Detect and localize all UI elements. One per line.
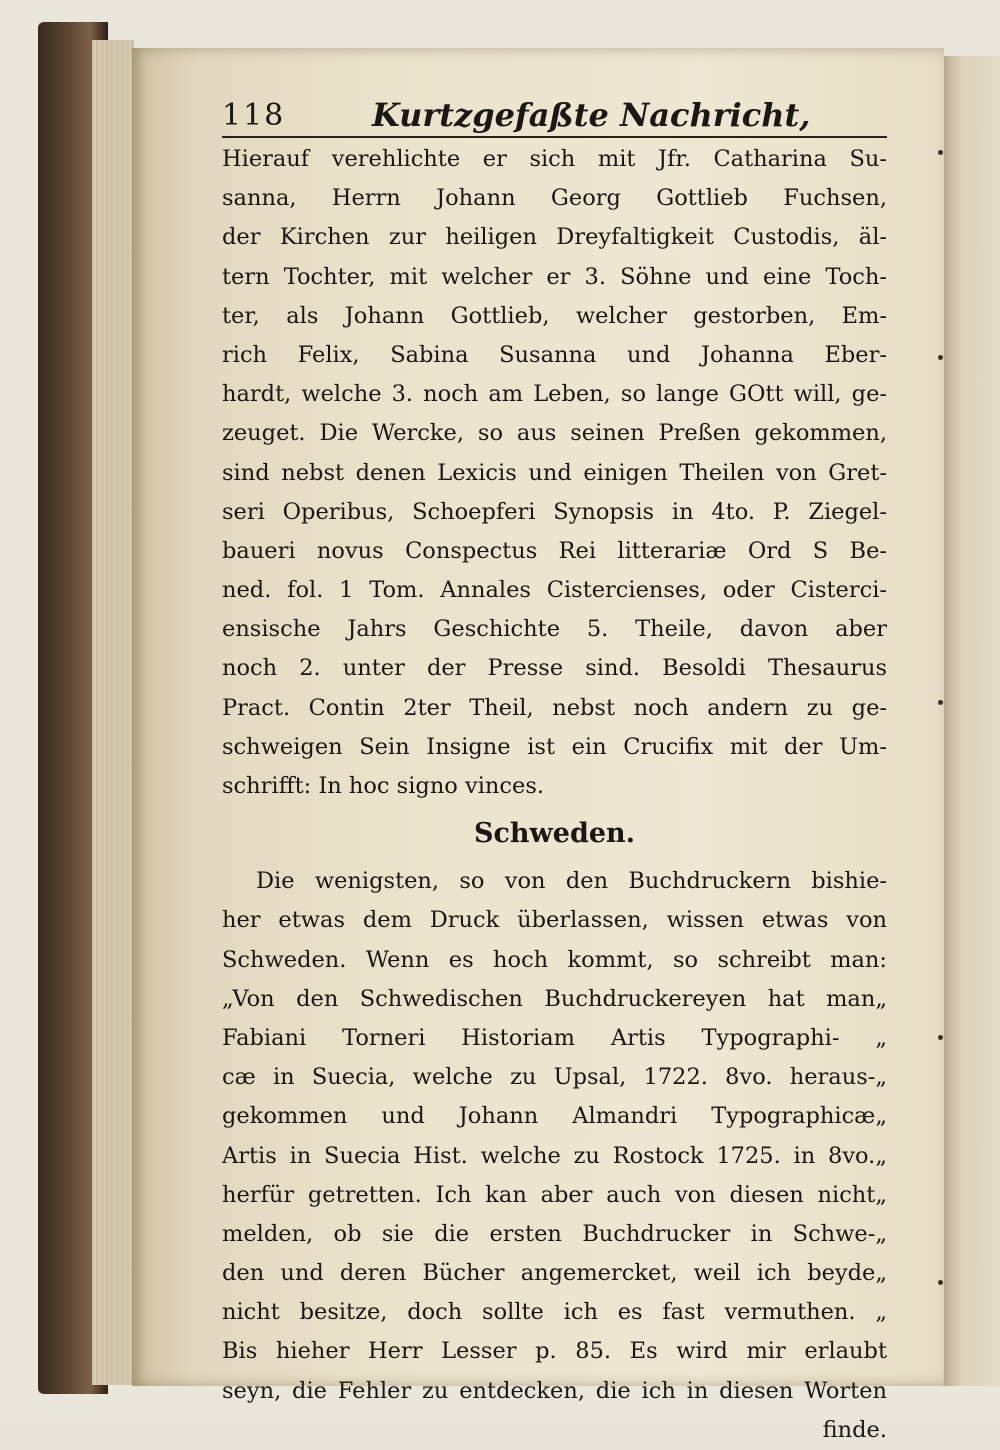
page-header (222, 92, 887, 138)
page-stack-edge (92, 40, 134, 1385)
text-line: nicht besitze, doch sollte ich es fast vermuthen. „ (222, 1299, 887, 1326)
text-line: „Von den Schwedischen Buchdruckereyen hat man„ (222, 985, 887, 1012)
catchword: finde. (822, 1416, 887, 1443)
text-line: rich Felix, Sabina Susanna und Johanna Eber- (222, 341, 887, 368)
text-line: ter, als Johann Gottlieb, welcher gestorben, Em- (222, 302, 887, 329)
paragraph-1 (222, 140, 887, 806)
text-line: Pract. Contin 2ter Theil, nebst noch andern zu ge- (222, 694, 887, 721)
text-line: der Kirchen zur heiligen Dreyfaltigkeit Custodis, äl- (222, 224, 887, 251)
text-line: Fabiani Torneri Historiam Artis Typographi- „ (222, 1024, 887, 1051)
text-line: sind nebst denen Lexicis und einigen Theilen von Gret- (222, 459, 887, 486)
text-line: gekommen und Johann Almandri Typographicæ„ (222, 1103, 887, 1130)
binding-stitch (938, 1035, 943, 1040)
text-line: seri Operibus, Schoepferi Synopsis in 4to. P. Ziegel- (222, 498, 887, 525)
text-line: seyn, die Fehler zu entdecken, die ich in diesen Worten (222, 1377, 887, 1404)
binding-stitch (938, 700, 943, 705)
binding-stitch (938, 355, 943, 360)
text-line: Hierauf verehlichte er sich mit Jfr. Catharina Su- (222, 146, 887, 172)
body-text (222, 140, 887, 1450)
running-title: Kurtzgefaßte Nachricht, (372, 96, 811, 134)
text-line: hardt, welche 3. noch am Leben, so lange GOtt will, ge- (222, 381, 887, 408)
text-line: ned. fol. 1 Tom. Annales Cistercienses, oder Cisterci- (222, 577, 887, 604)
text-line: schrifft: In hoc signo vinces. (222, 773, 545, 799)
text-line: baueri novus Conspectus Rei litterariæ Ord S Be- (222, 537, 887, 564)
binding-stitch (938, 1280, 943, 1285)
text-line: herfür getretten. Ich kan aber auch von diesen nicht„ (222, 1181, 887, 1208)
text-line: Schweden. Wenn es hoch kommt, so schreibt man: (222, 946, 887, 973)
text-line: tern Tochter, mit welcher er 3. Söhne und eine Toch- (222, 263, 887, 290)
page-number: 118 (222, 98, 286, 133)
text-line: Die wenigsten, so von den Buchdruckern bishie- (256, 868, 887, 895)
binding-stitch (938, 150, 943, 155)
text-line: Artis in Suecia Hist. welche zu Rostock 1725. in 8vo.„ (222, 1142, 887, 1169)
text-line: cæ in Suecia, welche zu Upsal, 1722. 8vo. heraus-„ (222, 1064, 887, 1091)
text-line: schweigen Sein Insigne ist ein Crucifix mit der Um- (222, 733, 887, 760)
paragraph-2 (222, 862, 887, 1411)
text-line: zeuget. Die Wercke, so aus seinen Preßen gekommen, (222, 420, 887, 447)
section-heading: Schweden. (473, 818, 636, 850)
text-line: melden, ob sie die ersten Buchdrucker in Schwe-„ (222, 1220, 887, 1247)
text-line: sanna, Herrn Johann Georg Gottlieb Fuchsen, (222, 185, 887, 212)
text-line: her etwas dem Druck überlassen, wissen etwas von (222, 907, 887, 934)
text-line: Bis hieher Herr Lesser p. 85. Es wird mir erlaubt (222, 1338, 887, 1365)
text-line: ensische Jahrs Geschichte 5. Theile, davon aber (222, 616, 887, 643)
text-line: noch 2. unter der Presse sind. Besoldi Thesaurus (222, 655, 887, 682)
facing-page-edge (944, 56, 1000, 1386)
text-line: den und deren Bücher angemercket, weil ich beyde„ (222, 1260, 887, 1287)
